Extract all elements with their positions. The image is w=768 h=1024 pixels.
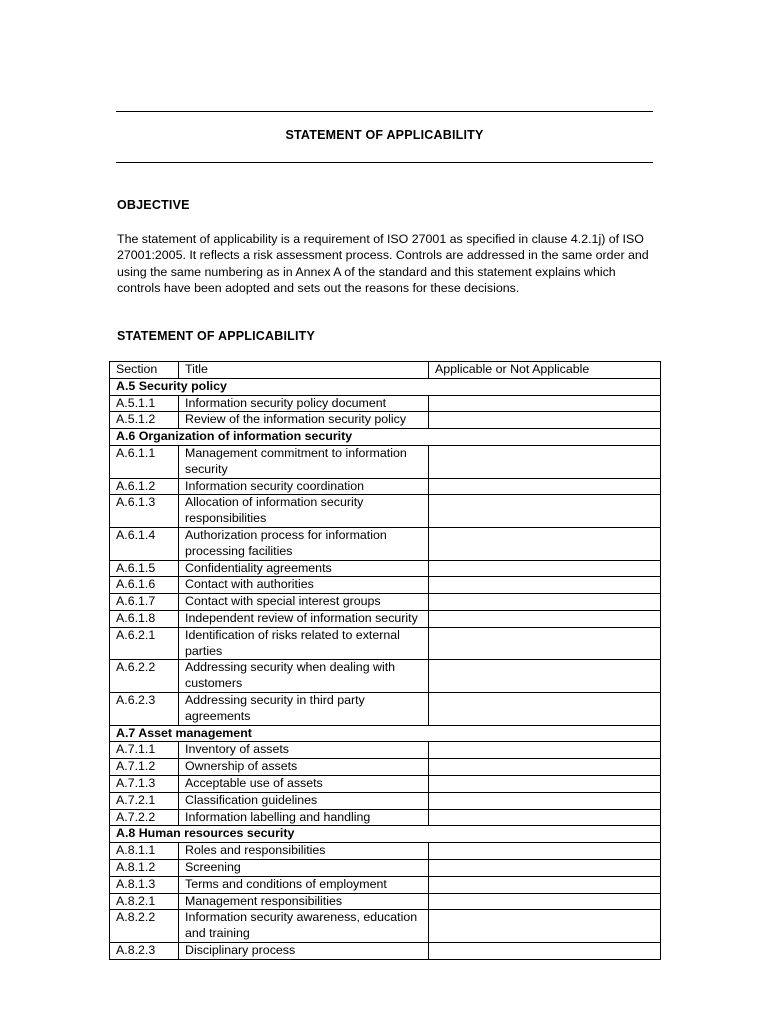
- cell-title: Roles and responsibilities: [179, 843, 429, 860]
- cell-section: A.5.1.1: [110, 395, 179, 412]
- cell-applicable[interactable]: [429, 627, 661, 660]
- cell-title: Acceptable use of assets: [179, 775, 429, 792]
- cell-section: A.6.1.8: [110, 610, 179, 627]
- cell-applicable[interactable]: [429, 893, 661, 910]
- table-row: [110, 478, 661, 495]
- objective-paragraph: The statement of applicability is a requirement of ISO 27001 as specified in clause 4.2.1j) of ISO 27001:2005. It reflects a risk assessment process. Controls are addressed in the same order and using the same numbering as in Annex A of the standard and this statement explains which controls have been adopted and sets out the reasons for these decisions.: [117, 232, 649, 295]
- cell-section: A.7.1.3: [110, 775, 179, 792]
- cell-applicable[interactable]: [429, 412, 661, 429]
- cell-section: A.8.2.2: [110, 910, 179, 943]
- cell-title: Information security coordination: [179, 478, 429, 495]
- cell-applicable[interactable]: [429, 495, 661, 528]
- cell-section: A.7.1.1: [110, 742, 179, 759]
- cell-title: Contact with authorities: [179, 577, 429, 594]
- table-row: [110, 660, 661, 693]
- cell-section: A.6.1.7: [110, 594, 179, 611]
- title-rule-bottom: [116, 162, 653, 163]
- cell-title: Information security policy document: [179, 395, 429, 412]
- cell-section: A.6.1.5: [110, 560, 179, 577]
- cell-section: A.8.2.1: [110, 893, 179, 910]
- cell-applicable[interactable]: [429, 445, 661, 478]
- cell-title: Screening: [179, 859, 429, 876]
- table-row: [110, 395, 661, 412]
- cell-title: Confidentiality agreements: [179, 560, 429, 577]
- table-row: [110, 577, 661, 594]
- cell-title: Information security awareness, education and training: [179, 910, 429, 943]
- cell-applicable[interactable]: [429, 859, 661, 876]
- table-row: [110, 627, 661, 660]
- table-row: [110, 594, 661, 611]
- document-title: STATEMENT OF APPLICABILITY: [285, 128, 484, 142]
- table-row: [110, 809, 661, 826]
- group-label: A.7 Asset management: [110, 725, 661, 742]
- table-body: [110, 378, 661, 959]
- table-group-row: [110, 826, 661, 843]
- cell-section: A.6.1.1: [110, 445, 179, 478]
- table-row: [110, 759, 661, 776]
- cell-title: Classification guidelines: [179, 792, 429, 809]
- table-row: [110, 775, 661, 792]
- group-label: A.6 Organization of information security: [110, 429, 661, 446]
- cell-applicable[interactable]: [429, 527, 661, 560]
- cell-section: A.6.1.3: [110, 495, 179, 528]
- table-row: [110, 610, 661, 627]
- table-group-row: [110, 725, 661, 742]
- cell-applicable[interactable]: [429, 775, 661, 792]
- cell-applicable[interactable]: [429, 792, 661, 809]
- table-row: [110, 792, 661, 809]
- cell-section: A.6.2.3: [110, 692, 179, 725]
- cell-applicable[interactable]: [429, 692, 661, 725]
- cell-section: A.6.1.6: [110, 577, 179, 594]
- cell-applicable[interactable]: [429, 560, 661, 577]
- cell-applicable[interactable]: [429, 843, 661, 860]
- cell-section: A.5.1.2: [110, 412, 179, 429]
- title-rule-top: [116, 111, 653, 112]
- group-label: A.8 Human resources security: [110, 826, 661, 843]
- table-row: [110, 412, 661, 429]
- cell-section: A.7.2.1: [110, 792, 179, 809]
- cell-title: Allocation of information security responsibilities: [179, 495, 429, 528]
- cell-title: Inventory of assets: [179, 742, 429, 759]
- cell-title: Authorization process for information processing facilities: [179, 527, 429, 560]
- cell-section: A.6.1.4: [110, 527, 179, 560]
- cell-section: A.7.2.2: [110, 809, 179, 826]
- cell-applicable[interactable]: [429, 759, 661, 776]
- cell-title: Independent review of information security: [179, 610, 429, 627]
- table-row: [110, 692, 661, 725]
- cell-title: Addressing security when dealing with customers: [179, 660, 429, 693]
- cell-applicable[interactable]: [429, 610, 661, 627]
- table-row: [110, 742, 661, 759]
- table-row: [110, 876, 661, 893]
- cell-applicable[interactable]: [429, 594, 661, 611]
- cell-section: A.8.1.1: [110, 843, 179, 860]
- group-label: A.5 Security policy: [110, 378, 661, 395]
- cell-title: Information labelling and handling: [179, 809, 429, 826]
- table-group-row: [110, 378, 661, 395]
- cell-title: Addressing security in third party agreements: [179, 692, 429, 725]
- cell-applicable[interactable]: [429, 577, 661, 594]
- header-applicable: Applicable or Not Applicable: [429, 362, 661, 379]
- table-row: [110, 527, 661, 560]
- cell-title: Ownership of assets: [179, 759, 429, 776]
- cell-applicable[interactable]: [429, 910, 661, 943]
- table-header-row: [110, 362, 661, 379]
- soa-heading: STATEMENT OF APPLICABILITY: [117, 329, 316, 343]
- cell-title: Terms and conditions of employment: [179, 876, 429, 893]
- table-row: [110, 495, 661, 528]
- table-row: [110, 942, 661, 959]
- table-row: [110, 859, 661, 876]
- cell-section: A.7.1.2: [110, 759, 179, 776]
- cell-section: A.6.2.2: [110, 660, 179, 693]
- cell-section: A.6.1.2: [110, 478, 179, 495]
- table-row: [110, 893, 661, 910]
- cell-title: Contact with special interest groups: [179, 594, 429, 611]
- cell-applicable[interactable]: [429, 395, 661, 412]
- objective-heading: OBJECTIVE: [117, 198, 190, 212]
- cell-applicable[interactable]: [429, 660, 661, 693]
- cell-title: Management commitment to information security: [179, 445, 429, 478]
- header-section: Section: [110, 362, 179, 379]
- table-group-row: [110, 429, 661, 446]
- cell-section: A.8.1.3: [110, 876, 179, 893]
- cell-applicable[interactable]: [429, 809, 661, 826]
- cell-applicable[interactable]: [429, 478, 661, 495]
- cell-title: Disciplinary process: [179, 942, 429, 959]
- cell-applicable[interactable]: [429, 876, 661, 893]
- header-title: Title: [179, 362, 429, 379]
- table-row: [110, 445, 661, 478]
- cell-applicable[interactable]: [429, 942, 661, 959]
- cell-applicable[interactable]: [429, 742, 661, 759]
- cell-section: A.6.2.1: [110, 627, 179, 660]
- table-row: [110, 560, 661, 577]
- table-row: [110, 910, 661, 943]
- cell-title: Management responsibilities: [179, 893, 429, 910]
- cell-title: Review of the information security policy: [179, 412, 429, 429]
- cell-section: A.8.1.2: [110, 859, 179, 876]
- table-row: [110, 843, 661, 860]
- cell-title: Identification of risks related to external parties: [179, 627, 429, 660]
- applicability-table: [109, 361, 661, 960]
- cell-section: A.8.2.3: [110, 942, 179, 959]
